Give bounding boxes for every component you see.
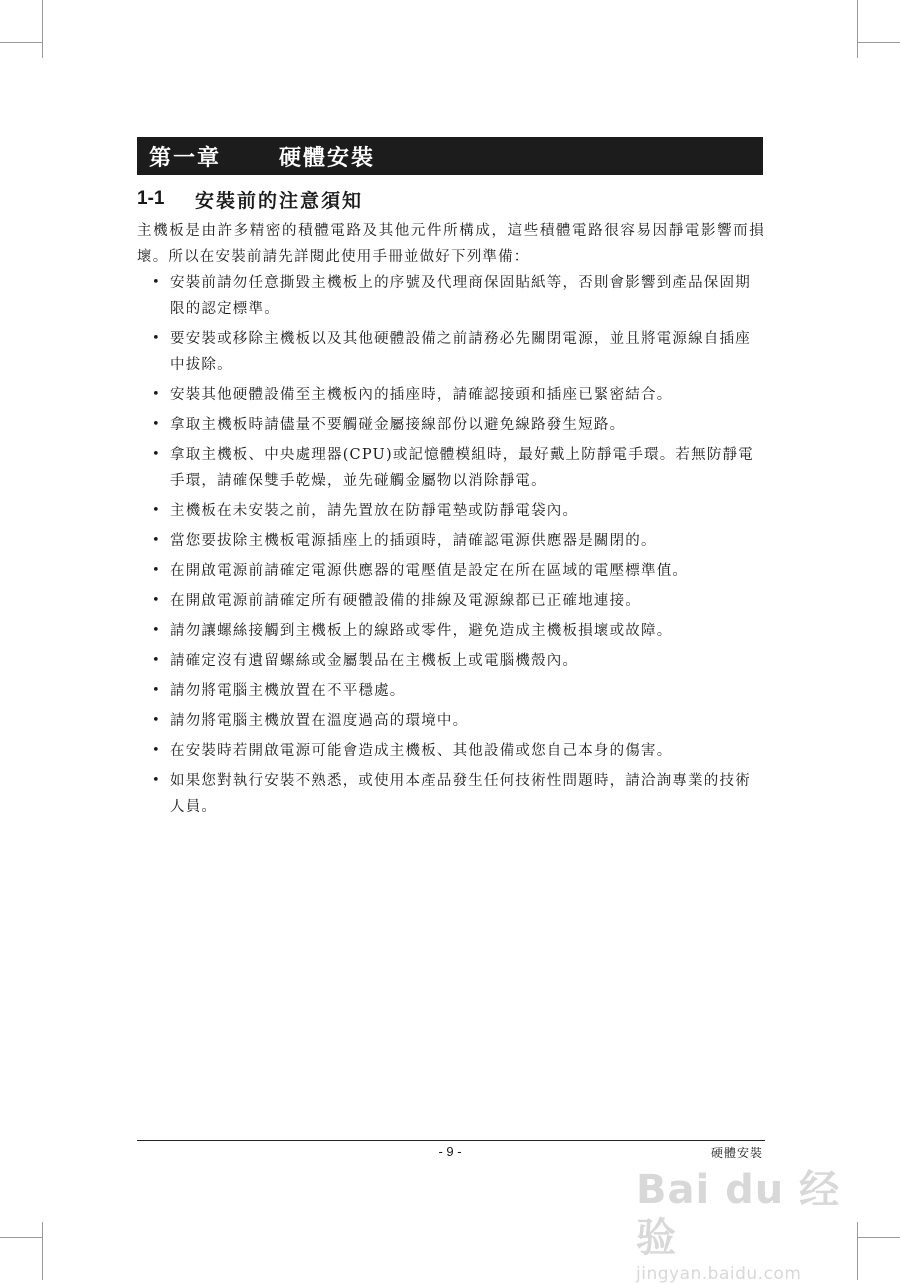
chapter-number: 第一章 (149, 144, 222, 171)
list-item (150, 738, 765, 764)
crop-mark (858, 1237, 900, 1238)
list-item-text: 安裝其他硬體設備至主機板內的插座時，請確認接頭和插座已緊密結合。 (170, 387, 673, 403)
bullet-icon: • (152, 773, 161, 788)
crop-mark (0, 1237, 42, 1238)
crop-mark (858, 42, 900, 43)
list-item (150, 768, 765, 820)
bullet-icon: • (152, 447, 161, 462)
list-item (150, 528, 765, 554)
crop-mark (857, 1222, 858, 1280)
list-item (150, 412, 765, 438)
crop-mark (857, 0, 858, 58)
section-heading (137, 184, 363, 214)
bullet-icon: • (152, 743, 161, 758)
list-item-text: 當您要拔除主機板電源插座上的插頭時，請確認電源供應器是關閉的。 (170, 533, 657, 549)
list-item-text: 要安裝或移除主機板以及其他硬體設備之前請務必先關閉電源，並且將電源線自插座中拔除。 (170, 331, 751, 373)
list-item-text: 請確定沒有遺留螺絲或金屬製品在主機板上或電腦機殼內。 (170, 653, 579, 669)
footer-chapter-label: 硬體安裝 (710, 1146, 763, 1160)
crop-mark (0, 42, 42, 43)
footer-divider (137, 1140, 765, 1141)
list-item-text: 拿取主機板時請儘量不要觸碰金屬接線部份以避免線路發生短路。 (170, 417, 626, 433)
list-item (150, 382, 765, 408)
crop-mark (42, 0, 43, 58)
bullet-icon: • (152, 275, 161, 290)
bullet-icon: • (152, 593, 161, 608)
list-item (150, 498, 765, 524)
list-item-text: 在開啟電源前請確定所有硬體設備的排線及電源線都已正確地連接。 (170, 593, 641, 609)
page-number: - 9 - (438, 1144, 462, 1159)
list-item-text: 安裝前請勿任意撕毀主機板上的序號及代理商保固貼紙等，否則會影響到產品保固期限的認定標準。 (170, 275, 751, 317)
bullet-icon: • (152, 533, 161, 548)
list-item-text: 請勿讓螺絲接觸到主機板上的線路或零件，避免造成主機板損壞或故障。 (170, 623, 673, 639)
section-title: 安裝前的注意須知 (195, 189, 364, 212)
intro-paragraph: 主機板是由許多精密的積體電路及其他元件所構成，這些積體電路很容易因靜電影響而損壞。所以在安裝前請先詳閱此使用手冊並做好下列準備： (137, 223, 765, 265)
list-item (150, 588, 765, 614)
watermark-logo (636, 1166, 851, 1284)
list-item (150, 648, 765, 674)
watermark-main: Bai du 经验 (636, 1167, 841, 1261)
list-item (150, 558, 765, 584)
bullet-icon: • (152, 713, 161, 728)
bullet-icon: • (152, 683, 161, 698)
chapter-title: 硬體安裝 (279, 144, 376, 171)
bullet-icon: • (152, 417, 161, 432)
list-item-text: 拿取主機板、中央處理器(CPU)或記憶體模組時，最好戴上防靜電手環。若無防靜電手環，請確保雙手乾燥，並先碰觸金屬物以消除靜電。 (170, 447, 754, 489)
crop-mark (42, 1222, 43, 1280)
list-item (150, 442, 765, 494)
list-item-text: 請勿將電腦主機放置在溫度過高的環境中。 (170, 713, 469, 729)
precaution-list (150, 270, 765, 824)
bullet-icon: • (152, 503, 161, 518)
chapter-header (137, 137, 763, 175)
list-item (150, 678, 765, 704)
list-item (150, 326, 765, 378)
list-item-text: 如果您對執行安裝不熟悉，或使用本產品發生任何技術性問題時，請洽詢專業的技術人員。 (170, 773, 751, 815)
list-item-text: 請勿將電腦主機放置在不平穩處。 (170, 683, 406, 699)
list-item-text: 在安裝時若開啟電源可能會造成主機板、其他設備或您自己本身的傷害。 (170, 743, 673, 759)
bullet-icon: • (152, 387, 161, 402)
watermark-url: jingyan.baidu.com (636, 1264, 802, 1284)
list-item (150, 708, 765, 734)
list-item-text: 在開啟電源前請確定電源供應器的電壓值是設定在所在區域的電壓標準值。 (170, 563, 689, 579)
list-item (150, 270, 765, 322)
section-number: 1-1 (137, 188, 165, 209)
list-item (150, 618, 765, 644)
bullet-icon: • (152, 623, 161, 638)
bullet-icon: • (152, 653, 161, 668)
bullet-icon: • (152, 563, 161, 578)
bullet-icon: • (152, 331, 161, 346)
list-item-text: 主機板在未安裝之前，請先置放在防靜電墊或防靜電袋內。 (170, 503, 579, 519)
